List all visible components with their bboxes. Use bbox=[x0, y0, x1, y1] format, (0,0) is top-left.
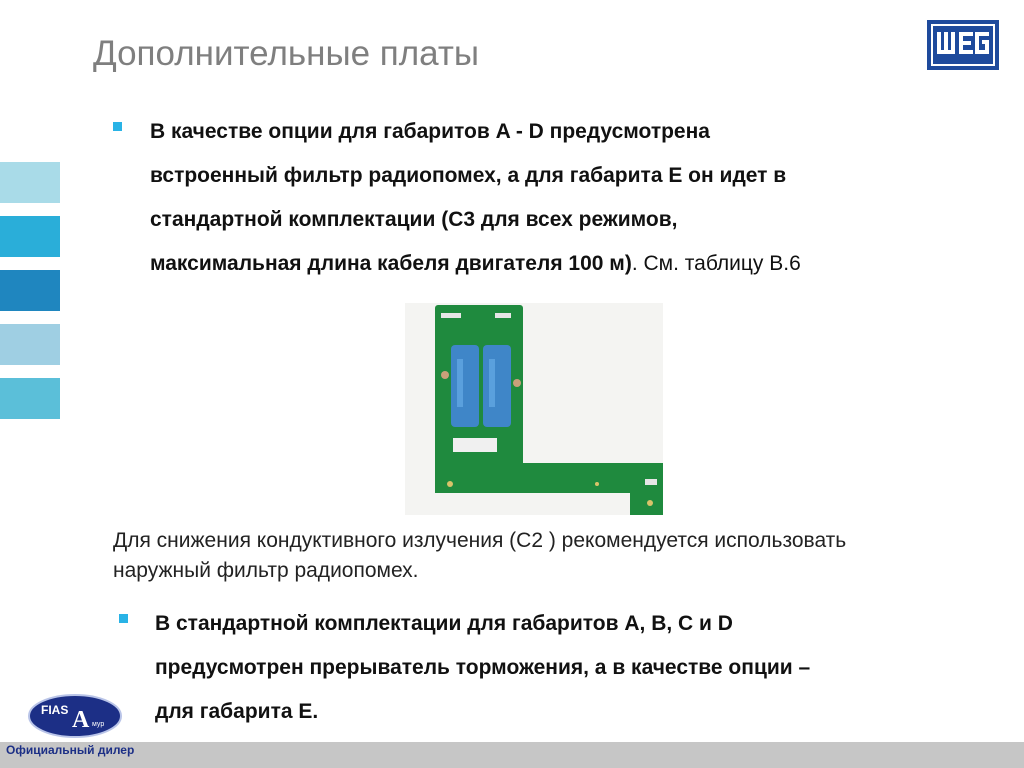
accent-stripe-5 bbox=[0, 378, 60, 419]
bullet-marker-2 bbox=[119, 614, 128, 623]
bullet1-line-2: встроенный фильтр радиопомех, а для габарита E он идет в bbox=[150, 164, 787, 187]
bullet-text-1 bbox=[150, 110, 970, 286]
filter-board-image bbox=[405, 303, 663, 515]
accent-stripe-3 bbox=[0, 270, 60, 311]
bullet2-line-1: В стандартной комплектации для габаритов A, B, C и D bbox=[155, 612, 733, 635]
footer-bar bbox=[0, 742, 1024, 768]
bullet1-table-ref: . См. таблицу B.6 bbox=[631, 252, 801, 275]
emission-note: Для снижения кондуктивного излучения (C2 ) рекомендуется использовать наружный фильтр радиопомех. bbox=[113, 529, 847, 582]
bullet-marker-1 bbox=[113, 122, 122, 131]
slide-title: Дополнительные платы bbox=[93, 34, 480, 73]
svg-text:мур: мур bbox=[92, 721, 105, 728]
footer-dealer-label: Официальный дилер bbox=[6, 743, 135, 757]
accent-stripe-1 bbox=[0, 162, 60, 203]
bullet1-line-3: стандартной комплектации (C3 для всех режимов, bbox=[150, 208, 678, 231]
bullet2-line-3: для габарита E. bbox=[155, 700, 319, 723]
bullet1-line-4 bbox=[150, 242, 970, 286]
bullet-text-2 bbox=[155, 602, 975, 734]
bullet2-line-2: предусмотрен прерыватель торможения, а в качестве опции – bbox=[155, 656, 811, 679]
weg-logo bbox=[927, 20, 999, 70]
bullet1-line-4-bold: максимальная длина кабеля двигателя 100 м) bbox=[150, 252, 632, 275]
fias-amur-logo bbox=[27, 693, 123, 739]
svg-text:A: A bbox=[72, 707, 90, 733]
accent-stripe-4 bbox=[0, 324, 60, 365]
svg-text:FIAS: FIAS bbox=[41, 703, 69, 717]
bullet1-line-1: В качестве опции для габаритов A - D предусмотрена bbox=[150, 120, 710, 143]
accent-stripe-2 bbox=[0, 216, 60, 257]
